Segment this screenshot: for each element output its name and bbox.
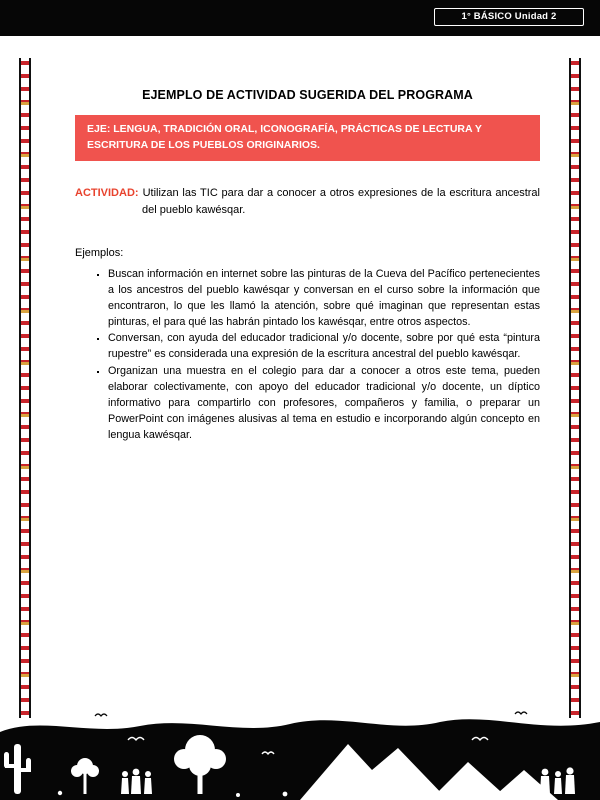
actividad-text: Utilizan las TIC para dar a conocer a otros expresiones de la escritura ancestral del pueblo kawésqar. <box>142 186 540 216</box>
actividad-paragraph <box>75 185 540 219</box>
right-decorative-border <box>569 58 581 718</box>
eje-banner <box>75 115 540 161</box>
page-title: EJEMPLO DE ACTIVIDAD SUGERIDA DEL PROGRAMA <box>142 88 473 102</box>
bird-icon <box>95 712 527 716</box>
eje-banner-text: EJE: LENGUA, TRADICIÓN ORAL, ICONOGRAFÍA, PRÁCTICAS DE LECTURA Y ESCRITURA DE LOS PUEBLOS ORIGINARIOS. <box>87 123 482 151</box>
ejemplos-list <box>75 267 540 445</box>
left-decorative-border <box>19 58 31 718</box>
people-silhouette <box>121 769 152 794</box>
actividad-label: ACTIVIDAD: <box>75 186 139 199</box>
document-content <box>75 36 540 445</box>
people-silhouette <box>540 767 575 794</box>
footer-illustration <box>0 710 600 800</box>
top-bar <box>0 0 600 36</box>
unit-badge <box>434 8 584 26</box>
list-item: ▪ Buscan información en internet sobre las pinturas de la Cueva del Pacífico pertenecientes a los ancestros del pueblo kawésqar y conversan en el curso sobre la información que encontraron, lo que les llamó la atención, sobre qué imaginan que representan estas pinturas, el para qué las habrán pintado los kawésqar, entre otros aspectos. <box>108 267 540 331</box>
unit-badge-label: 1° BÁSICO Unidad 2 <box>461 11 557 22</box>
list-item: ▪ Organizan una muestra en el colegio para dar a conocer a otros este tema, pueden elaborar colectivamente, con apoyo del educador tradicional y/o docente, un díptico informativo para compartirlo con profesores, compañeros y familia, o preparar un PowerPoint con imágenes alusivas al tema en estudio e incorporando algún concepto en lengua kawésqar. <box>108 364 540 444</box>
list-item: ▪ Conversan, con ayuda del educador tradicional y/o docente, sobre por qué esta “pintura rupestre” es considerada una expresión de la escritura ancestral del pueblo kawésqar. <box>108 331 540 363</box>
ejemplos-heading: Ejemplos: <box>75 246 124 259</box>
